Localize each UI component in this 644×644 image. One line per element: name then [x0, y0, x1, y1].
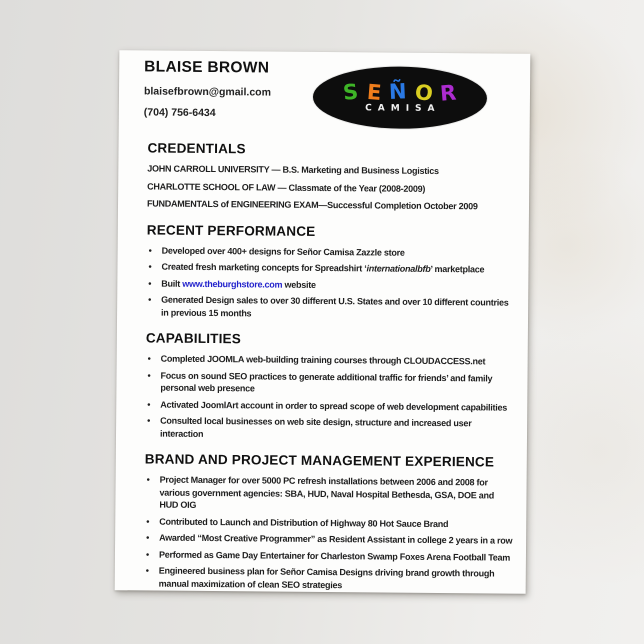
- logo-letter-s: S: [342, 79, 360, 105]
- section-heading: BRAND AND PROJECT MANAGEMENT EXPERIENCE: [144, 451, 495, 470]
- item-text: Activated JoomlArt account in order to spread scope of web development capabilities: [160, 399, 508, 413]
- credential-line: [147, 180, 517, 196]
- item-text: Consulted local businesses on web site design, structure and increased user interaction: [159, 415, 472, 439]
- phone-text: (704) 756-6434: [143, 106, 216, 120]
- bullet-item: [144, 515, 514, 531]
- item-text: Project Manager for over 5000 PC refresh installations between 2006 and 2008 for various government agencies: SBA, HUD, Naval Hospital Bethesda, GSA, DOE and HUD OIG: [159, 474, 495, 510]
- section-heading: CAPABILITIES: [145, 330, 242, 347]
- bullet-item: [147, 244, 517, 260]
- section-credentials: [147, 140, 518, 213]
- bullet-item: [146, 260, 516, 276]
- bullet-item: [144, 564, 514, 592]
- section-capabilities: [145, 330, 516, 442]
- item-text: CHARLOTTE SCHOOL OF LAW — Classmate of the Year (2008-2009): [147, 180, 426, 194]
- item-text: Focus on sound SEO practices to generate additional traffic for friends’ and family personal web presence: [160, 370, 493, 394]
- resume-body: [115, 140, 530, 593]
- logo-word-camisa: CAMISA: [365, 102, 441, 114]
- email-text: blaisefbrown@gmail.com: [143, 85, 271, 99]
- bullet-item: [144, 531, 514, 547]
- item-text: FUNDAMENTALS of ENGINEERING EXAM—Successful Completion October 2009: [146, 198, 478, 212]
- section-heading: CREDENTIALS: [147, 140, 246, 157]
- bullet-item: [144, 473, 514, 514]
- logo-letter-o: O: [413, 79, 434, 106]
- section-brand-experience: [144, 451, 515, 592]
- bullet-item: [146, 277, 516, 293]
- senor-camisa-logo: [313, 66, 488, 130]
- resume-header: [119, 50, 531, 132]
- theburghstore-link[interactable]: www.theburghstore.com: [182, 278, 283, 290]
- candidate-name: BLAISE BROWN: [144, 58, 270, 77]
- credential-line: [147, 197, 517, 213]
- logo-word-senor: [339, 78, 460, 106]
- bullet-item: [146, 293, 516, 321]
- logo-letter-r: R: [439, 79, 458, 106]
- logo-letter-ntilde: Ñ: [388, 78, 407, 104]
- credential-line: [147, 162, 517, 178]
- item-text: Performed as Game Day Entertainer for Charleston Swamp Foxes Arena Football Team: [158, 549, 511, 563]
- bullet-item: [144, 548, 514, 564]
- item-text: Developed over 400+ designs for Señor Camisa Zazzle store: [161, 245, 405, 258]
- item-text: Generated Design sales to over 30 different U.S. States and over 10 different countries in previous 15 months: [161, 294, 509, 318]
- item-text: Awarded “Most Creative Programmer” as Resident Assistant in college 2 years in a row: [159, 532, 513, 546]
- bullet-item: [145, 398, 515, 414]
- bullet-item: [146, 352, 516, 368]
- item-text: ’ marketplace: [430, 263, 485, 275]
- item-text: Completed JOOMLA web-building training courses through CLOUDACCESS.net: [160, 353, 486, 367]
- item-text-italic: internationalbfb: [366, 263, 431, 274]
- item-text: Built: [161, 278, 183, 289]
- item-text: Created fresh marketing concepts for Spreadshirt ‘: [161, 261, 367, 274]
- item-text: Engineered business plan for Señor Camisa Designs driving brand growth through manual maximization of clean SEO strategies: [158, 565, 495, 590]
- section-heading: RECENT PERFORMANCE: [146, 221, 316, 239]
- item-text: Contributed to Launch and Distribution of Highway 80 Hot Sauce Brand: [159, 516, 449, 529]
- logo-letter-e: E: [365, 79, 382, 105]
- resume-card: [115, 50, 531, 594]
- section-recent-performance: [146, 222, 517, 322]
- bullet-item: [145, 414, 515, 442]
- bullet-item: [145, 369, 515, 397]
- item-text: website: [282, 279, 316, 290]
- item-text: JOHN CARROLL UNIVERSITY — B.S. Marketing and Business Logistics: [147, 163, 439, 177]
